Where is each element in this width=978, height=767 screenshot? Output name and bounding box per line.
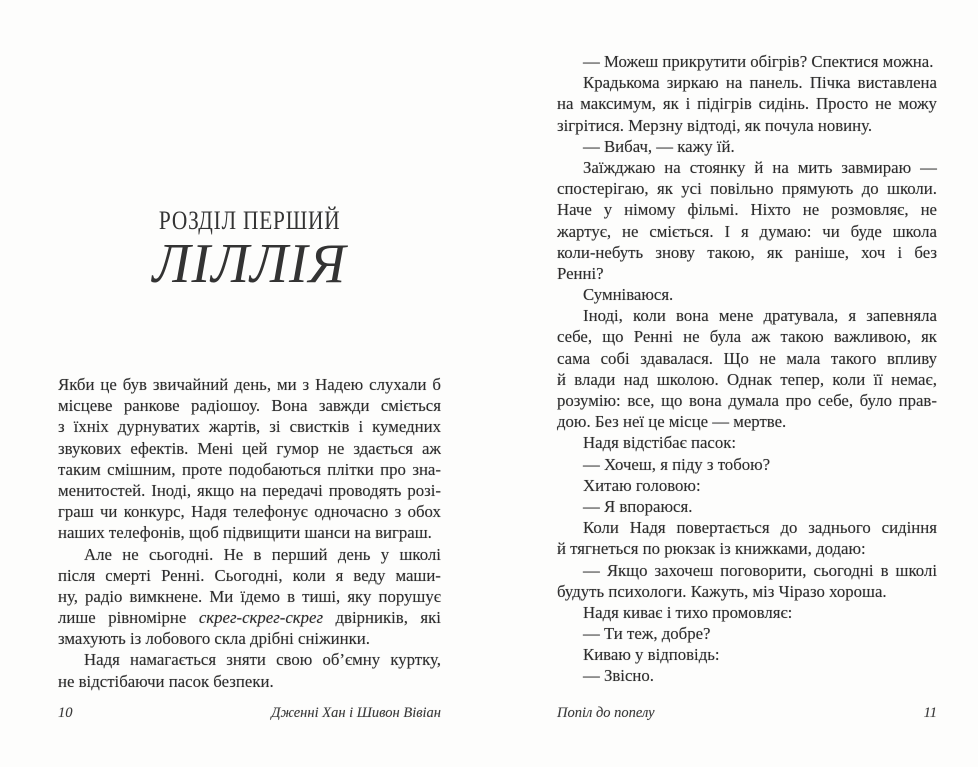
page-footer-left — [58, 705, 441, 722]
text-line: після смерті Ренні. Сьогодні, коли я веду маши- — [58, 565, 441, 585]
text-line: — Можеш прикрутити обігрів? Спектися можна. — [583, 52, 934, 71]
text-line: зігрітися. Мерзну відтоді, як почула новину. — [557, 115, 873, 135]
text-line: — Вибач, — кажу їй. — [583, 136, 735, 156]
text-line: коли-небуть знову такою, як раніше, хоч і без — [557, 242, 937, 262]
text-line: Надя киває і тихо промовляє: — [583, 602, 793, 622]
text-line: Ренні? — [557, 263, 604, 283]
text-line: Сумніваюся. — [583, 285, 674, 305]
text-line: Надя відстібає пасок: — [583, 433, 737, 453]
page-number-left: 10 — [58, 705, 73, 721]
text-line: наших телефонів, щоб підвищити шанси на виграш. — [58, 523, 432, 543]
text-line: розумію: все, що вона думала про себе, було прав- — [557, 391, 937, 410]
text-line: Але не сьогодні. Не в перший день у школі — [84, 544, 441, 564]
text-line: — Звісно. — [583, 666, 654, 686]
running-head-authors: Дженні Хан і Шивон Вівіан — [271, 705, 441, 721]
text-line: на максимум, як і підігрів сидінь. Просто не можу — [557, 94, 937, 114]
page-footer-right — [557, 705, 937, 722]
text-line: будуть психологи. Кажуть, міз Чіразо хороша. — [557, 581, 887, 601]
text-line: звукових ефектів. Мені цей гумор не здається аж — [58, 438, 441, 458]
chapter-title: ЛІЛЛІЯ — [152, 233, 347, 295]
text-line: з їхніх дурнуватих жартів, зі свистків і кумедних — [58, 417, 441, 437]
page-number-right: 11 — [923, 705, 937, 721]
page-text-right — [557, 51, 937, 687]
page-right — [557, 0, 937, 767]
page-left — [58, 0, 441, 767]
text-line: Надя намагається зняти свою об’ємну куртку, — [84, 650, 441, 670]
text-line: Коли Надя повертається до заднього сидіння — [583, 518, 937, 538]
text-line: лише рівномірне скрег-скрег-скрег двірників, які — [58, 608, 441, 628]
text-line: сама собі здавалася. Що не мала такого впливу — [557, 348, 937, 368]
text-line: ну, радіо вимкнене. Ми їдемо в тиші, яку порушує — [58, 586, 441, 606]
text-line: — Хочеш, я піду з тобою? — [583, 454, 771, 474]
page-text-left — [58, 374, 441, 692]
text-line: й тягнеться по рюкзак із книжками, додаю: — [557, 539, 866, 559]
text-line: — Ти теж, добре? — [583, 624, 711, 644]
text-line: місцеве ранкове радіошоу. Вона завжди сміється — [58, 396, 441, 416]
text-line: Киваю у відповідь: — [583, 645, 720, 665]
text-line: Іноді, коли вона мене дратувала, я запевняла — [583, 306, 937, 326]
text-line: менитостей. Іноді, якщо на передачі проводять розі- — [58, 480, 441, 500]
text-line: таким смішним, проте подобаються плітки про зна- — [58, 459, 441, 479]
text-line: Хитаю головою: — [583, 475, 701, 495]
text-line: жартує, не сміється. І я думаю: чи буде школа — [557, 221, 937, 241]
text-line: — Якщо захочеш поговорити, сьогодні в школі — [583, 560, 937, 580]
text-line: не відстібаючи пасок безпеки. — [58, 671, 274, 691]
text-line: й влади над школою. Однак тепер, коли її немає, — [557, 369, 937, 389]
text-line: — Я впораюся. — [583, 496, 693, 516]
text-line: Крадькома зиркаю на панель. Пічка виставлена — [583, 73, 937, 93]
text-line: дою. Без неї це місце — мертве. — [557, 412, 787, 432]
text-line: Якби це був звичайний день, ми з Надею слухали б — [58, 375, 441, 394]
text-line: змахують із лобового скла дрібні сніжинки. — [58, 629, 370, 649]
text-line: граш чи конкурс, Надя телефонує одночасно з обох — [58, 502, 441, 522]
running-head-title: Попіл до попелу — [557, 705, 655, 721]
text-line: Наче у німому фільмі. Ніхто не розмовляє, не — [557, 200, 937, 220]
chapter-heading-text: РОЗДІЛ ПЕРШИЙ — [158, 206, 341, 235]
text-line: спостерігаю, як усі повільно прямують до школи. — [557, 179, 937, 199]
text-line: себе, що Ренні не була аж такою важливою, як — [557, 327, 937, 347]
text-line: Заїжджаю на стоянку й на мить завмираю — — [583, 157, 937, 177]
